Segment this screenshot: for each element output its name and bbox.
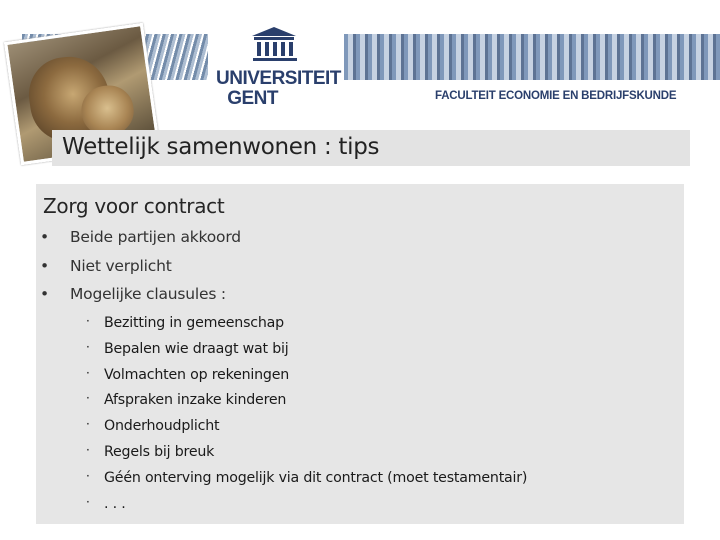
bullet-text: Beide partijen akkoord — [70, 228, 241, 246]
logo-text-line2: GENT — [227, 88, 278, 109]
sub-bullet-item — [86, 444, 527, 470]
sub-bullet-text: Bezitting in gemeenschap — [104, 315, 284, 331]
bullet-item — [40, 257, 241, 286]
sub-bullet-text: Volmachten op rekeningen — [104, 366, 290, 383]
bullet-text: Niet verplicht — [70, 256, 172, 275]
sub-bullet-text: . . . — [104, 495, 126, 512]
sub-bullet-icon: · — [86, 365, 90, 380]
sub-bullet-text: Géén onterving mogelijk via dit contract (moet testamentair) — [104, 469, 528, 486]
university-logo — [216, 26, 341, 110]
bullet-list — [40, 228, 241, 314]
sub-bullet-list — [86, 315, 527, 521]
sub-bullet-text: Bepalen wie draagt wat bij — [104, 340, 289, 357]
sub-bullet-icon: · — [86, 494, 90, 509]
sub-bullet-item — [86, 367, 527, 393]
bullet-item — [40, 228, 241, 257]
sub-bullet-text: Onderhoudplicht — [104, 418, 220, 435]
sub-bullet-item — [86, 341, 527, 367]
sub-bullet-icon: · — [86, 468, 90, 483]
bullet-text: Mogelijke clausules : — [70, 285, 226, 303]
faculty-name: FACULTEIT ECONOMIE EN BEDRIJFSKUNDE — [435, 90, 677, 102]
content-heading: Zorg voor contract — [43, 194, 225, 218]
bullet-icon: • — [40, 256, 49, 275]
bullet-item — [40, 285, 241, 314]
sub-bullet-item — [86, 392, 527, 418]
sub-bullet-icon: · — [86, 391, 90, 406]
slide-title: Wettelijk samenwonen : tips — [62, 134, 380, 160]
sub-bullet-item — [86, 315, 527, 341]
temple-icon — [248, 26, 300, 64]
sub-bullet-icon: · — [86, 442, 90, 457]
sub-bullet-item — [86, 470, 527, 496]
bullet-icon: • — [40, 228, 49, 246]
sub-bullet-text: Regels bij breuk — [104, 443, 215, 460]
logo-text-line1: UNIVERSITEIT — [216, 68, 341, 89]
sub-bullet-icon: · — [86, 314, 90, 328]
header-photo-strip-right — [344, 34, 720, 80]
sub-bullet-icon: · — [86, 417, 90, 432]
sub-bullet-item — [86, 496, 527, 522]
bullet-icon: • — [40, 285, 49, 303]
sub-bullet-item — [86, 418, 527, 444]
sub-bullet-text: Afspraken inzake kinderen — [104, 392, 287, 409]
sub-bullet-icon: · — [86, 339, 90, 354]
